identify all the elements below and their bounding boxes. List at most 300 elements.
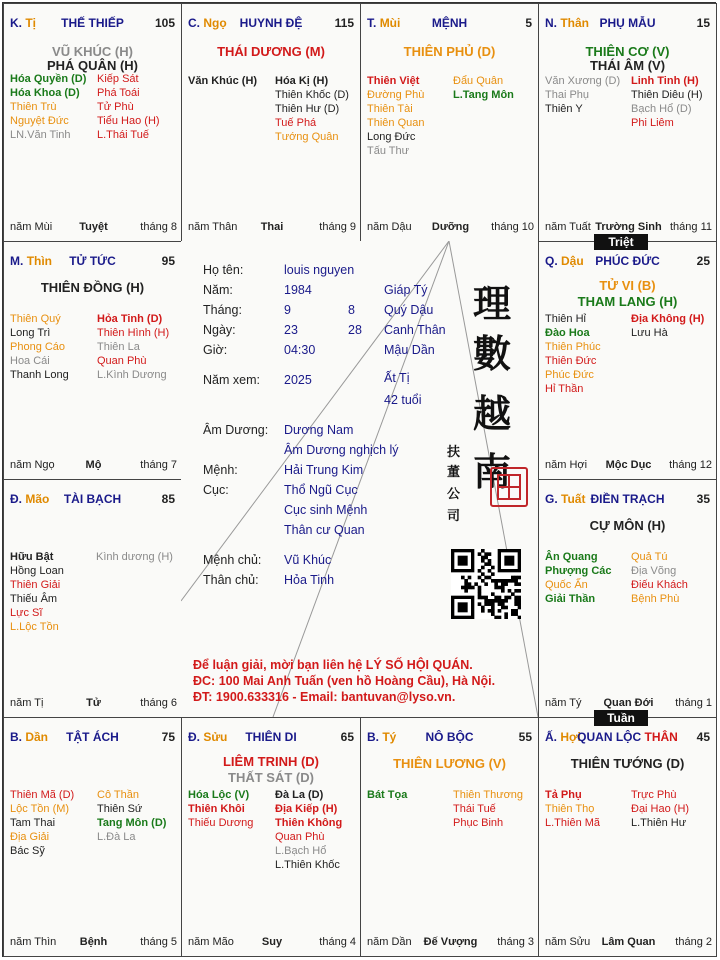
center-info-panel bbox=[181, 241, 538, 717]
palace-chi: Dần bbox=[25, 730, 49, 744]
palace-number: 75 bbox=[161, 730, 175, 744]
palace-header bbox=[10, 16, 175, 30]
palace-footer bbox=[367, 221, 534, 235]
minor-stars-left bbox=[545, 312, 601, 396]
minor-star: Phong Cáo bbox=[10, 341, 66, 353]
minor-star: Quả Tú bbox=[631, 551, 668, 563]
palace-name-text: PHÚC ĐỨC bbox=[595, 254, 660, 268]
palace-name bbox=[545, 730, 710, 744]
palace-footer bbox=[188, 221, 356, 235]
minor-star: LN.Văn Tinh bbox=[10, 129, 71, 141]
minor-star: Hữu Bật bbox=[10, 551, 54, 563]
amduong-label: Âm Dương: bbox=[203, 423, 269, 437]
palace-month: tháng 6 bbox=[140, 697, 177, 709]
palace-header bbox=[188, 730, 354, 744]
minor-star: Tả Phụ bbox=[545, 789, 582, 801]
minor-stars-left bbox=[188, 74, 257, 88]
minor-star: Quan Phù bbox=[275, 831, 325, 843]
minor-star: Tiểu Hao (H) bbox=[97, 115, 160, 127]
main-star: CỰ MÔN (H) bbox=[589, 518, 666, 533]
palace-name-text: HUYNH ĐỆ bbox=[239, 16, 303, 30]
main-star: THÁI ÂM (V) bbox=[589, 58, 666, 73]
minor-stars-right bbox=[453, 788, 523, 830]
palace-name-text: QUAN LỘC bbox=[577, 730, 642, 744]
palace-footer bbox=[10, 936, 177, 950]
main-star: THAM LANG (H) bbox=[577, 294, 678, 309]
palace-can: N. bbox=[545, 16, 557, 30]
main-star: THIÊN TƯỚNG (D) bbox=[570, 756, 685, 771]
cuc-label: Cục: bbox=[203, 483, 229, 497]
minor-star: Lộc Tồn (M) bbox=[10, 803, 70, 815]
minor-stars-left bbox=[545, 550, 612, 606]
palace-footer bbox=[545, 221, 712, 235]
palace-month: tháng 8 bbox=[140, 221, 177, 233]
minor-star: Giải Thần bbox=[545, 593, 596, 605]
palace-number: 25 bbox=[696, 254, 710, 268]
palace-name bbox=[10, 16, 175, 30]
palace-chi: Mão bbox=[25, 492, 50, 506]
palace-stage: Đế Vượng bbox=[423, 936, 478, 948]
palace-footer bbox=[10, 697, 177, 711]
main-star: THIÊN LƯƠNG (V) bbox=[393, 756, 506, 771]
minor-star: Thai Phụ bbox=[545, 89, 590, 101]
palace-can: B. bbox=[10, 730, 22, 744]
than-chu-value: Hỏa Tinh bbox=[284, 573, 335, 587]
minor-star: Đào Hoa bbox=[545, 327, 590, 339]
minor-star: L.Bạch Hổ bbox=[275, 845, 327, 857]
minor-star: Kiếp Sát bbox=[97, 73, 139, 85]
palace-month: tháng 2 bbox=[675, 936, 712, 948]
minor-star: Tang Môn (D) bbox=[97, 817, 167, 829]
minor-star: Bác Sỹ bbox=[10, 845, 45, 857]
palace-stage: Bệnh bbox=[79, 936, 108, 948]
palace-chi: Dậu bbox=[561, 254, 584, 268]
palace-number: 115 bbox=[334, 16, 354, 30]
minor-star: Phượng Các bbox=[545, 565, 612, 577]
minor-star: Hồng Loan bbox=[10, 565, 64, 577]
minor-stars-left bbox=[10, 788, 74, 858]
palace-name-text: ĐIỀN TRẠCH bbox=[590, 492, 665, 506]
minor-star: Thái Tuế bbox=[453, 803, 496, 815]
minor-stars-left bbox=[545, 788, 600, 830]
amduong-value: Dương Nam bbox=[284, 423, 354, 437]
palace-thin bbox=[3, 241, 182, 480]
palace-header bbox=[545, 492, 710, 506]
minor-star: L.Thiên Hư bbox=[631, 817, 687, 829]
palace-can: G. bbox=[545, 492, 558, 506]
minor-star: Đà La (D) bbox=[275, 789, 324, 801]
hour-value: 04:30 bbox=[284, 343, 316, 357]
palace-name bbox=[545, 254, 710, 268]
minor-star: Phục Binh bbox=[453, 817, 504, 829]
month-lunar: 8 bbox=[348, 303, 355, 317]
year-label: Năm: bbox=[203, 283, 233, 297]
cuc-value: Thổ Ngũ Cục bbox=[284, 483, 358, 497]
amduong-note: Âm Dương nghịch lý bbox=[284, 443, 399, 457]
minor-star: Thiên Khôi bbox=[188, 803, 245, 815]
calligraphy-char-4: 南 bbox=[473, 449, 512, 494]
palace-chi: Thìn bbox=[26, 254, 53, 268]
contact-phone-email[interactable]: ĐT: 1900.633316 - Email: bantuvan@lyso.vn. bbox=[193, 690, 456, 704]
main-star: THIÊN ĐỒNG (H) bbox=[40, 280, 145, 295]
minor-star: Thiên Quan bbox=[367, 117, 425, 129]
minor-star: L.Thiên Khốc bbox=[275, 859, 340, 871]
than-tag: THÂN bbox=[644, 730, 678, 744]
minor-stars-right bbox=[275, 788, 342, 872]
palace-footer bbox=[545, 459, 712, 473]
minor-star: Kình dương (H) bbox=[96, 551, 173, 563]
palace-name bbox=[10, 730, 175, 744]
minor-star: Thiên Hư (D) bbox=[275, 103, 340, 115]
minor-star: Thanh Long bbox=[10, 369, 69, 381]
palace-can: Ấ. bbox=[545, 730, 557, 744]
palace-header bbox=[545, 16, 710, 30]
month-canchi: Quý Dậu bbox=[384, 303, 434, 317]
minor-star: Thiên Đức bbox=[545, 355, 597, 367]
minor-star: Long Trì bbox=[10, 327, 51, 339]
palace-year: năm Hợi bbox=[545, 459, 588, 471]
minor-star: Thiên Giải bbox=[10, 579, 61, 591]
palace-stage: Quan Đới bbox=[603, 697, 654, 709]
minor-stars-left bbox=[367, 74, 424, 158]
view-year-canchi: Ất Tị bbox=[384, 371, 410, 385]
qr-code[interactable] bbox=[451, 549, 521, 619]
palace-footer bbox=[367, 936, 534, 950]
minor-star: Hoa Cái bbox=[10, 355, 50, 367]
palace-can: Đ. bbox=[188, 730, 200, 744]
minor-stars-right bbox=[453, 74, 514, 102]
contact-line-1: Để luận giải, mời bạn liên hệ LÝ SỐ HỘI QUÁN. bbox=[193, 658, 473, 672]
palace-tuat bbox=[538, 479, 717, 718]
minor-star: Linh Tinh (H) bbox=[631, 75, 699, 87]
minor-star: Trực Phù bbox=[631, 789, 677, 801]
palace-month: tháng 5 bbox=[140, 936, 177, 948]
palace-year: năm Tị bbox=[10, 697, 44, 709]
palace-year: năm Sửu bbox=[545, 936, 591, 948]
minor-stars-left bbox=[10, 72, 86, 142]
palace-chi: Mùi bbox=[379, 16, 401, 30]
palace-name bbox=[545, 492, 710, 506]
palace-stage: Mộ bbox=[85, 459, 102, 471]
palace-ty-water bbox=[360, 717, 539, 957]
palace-chi: Tị bbox=[25, 16, 37, 30]
minor-star: Thiên Việt bbox=[367, 75, 420, 87]
side-char-4: 司 bbox=[447, 509, 461, 524]
palace-footer bbox=[10, 221, 177, 235]
minor-star: Địa Giải bbox=[10, 831, 50, 843]
day-solar: 23 bbox=[284, 323, 298, 337]
palace-name bbox=[10, 254, 175, 268]
minor-star: L.Tang Môn bbox=[453, 89, 514, 101]
minor-star: Hỏa Tinh (D) bbox=[97, 313, 163, 325]
minor-star: Thiếu Dương bbox=[188, 817, 254, 829]
day-canchi: Canh Thân bbox=[384, 323, 446, 337]
minor-star: Thiên Thọ bbox=[545, 803, 595, 815]
palace-can: B. bbox=[367, 730, 379, 744]
palace-name-text: MỆNH bbox=[431, 16, 468, 30]
minor-star: Đại Hao (H) bbox=[631, 803, 690, 815]
palace-than bbox=[538, 3, 717, 242]
palace-stage: Trường Sinh bbox=[595, 221, 662, 233]
palace-year: năm Tý bbox=[545, 697, 582, 709]
palace-can: Đ. bbox=[10, 492, 22, 506]
minor-star: Văn Khúc (H) bbox=[188, 75, 258, 87]
palace-year: năm Ngọ bbox=[10, 459, 55, 471]
minor-star: Ân Quang bbox=[545, 551, 598, 563]
minor-star: Đường Phù bbox=[367, 89, 425, 101]
minor-star: Hóa Kị (H) bbox=[275, 75, 329, 87]
minor-star: Địa Võng bbox=[631, 565, 677, 577]
minor-stars-right bbox=[631, 788, 689, 830]
palace-header bbox=[10, 492, 175, 506]
palace-name-text: PHỤ MẪU bbox=[599, 16, 656, 30]
minor-stars-left bbox=[367, 788, 407, 802]
side-char-3: 公 bbox=[447, 487, 461, 502]
minor-star: Thiên Trù bbox=[10, 101, 57, 113]
side-char-2: 董 bbox=[447, 465, 461, 480]
palace-dan bbox=[3, 717, 182, 957]
minor-star: Thiên Hỉ bbox=[545, 313, 586, 325]
palace-can: C. bbox=[188, 16, 200, 30]
minor-stars-right bbox=[631, 550, 688, 606]
palace-footer bbox=[545, 697, 712, 711]
palace-header bbox=[10, 730, 175, 744]
minor-star: Hỉ Thần bbox=[545, 383, 584, 395]
minor-stars-right bbox=[275, 74, 349, 144]
palace-can: K. bbox=[10, 16, 22, 30]
palace-number: 35 bbox=[696, 492, 710, 506]
palace-number: 5 bbox=[525, 16, 532, 30]
main-star: THÁI DƯƠNG (M) bbox=[217, 44, 325, 59]
minor-star: L.Thiên Mã bbox=[545, 817, 601, 829]
palace-month: tháng 12 bbox=[669, 459, 712, 471]
menh-chu-label: Mệnh chủ: bbox=[203, 553, 262, 567]
minor-star: Thiên Thương bbox=[453, 789, 524, 801]
palace-header bbox=[367, 16, 532, 30]
minor-stars-right bbox=[97, 72, 160, 142]
palace-ty bbox=[3, 3, 182, 242]
minor-star: L.Lộc Tồn bbox=[10, 621, 59, 633]
palace-name bbox=[10, 492, 175, 506]
minor-star: Hóa Lộc (V) bbox=[188, 789, 250, 801]
palace-month: tháng 4 bbox=[319, 936, 356, 948]
palace-footer bbox=[545, 936, 712, 950]
palace-suu bbox=[181, 717, 361, 957]
palace-stage: Thai bbox=[260, 221, 284, 233]
minor-star: Nguyệt Đức bbox=[10, 115, 69, 127]
minor-star: Long Đức bbox=[367, 131, 416, 143]
minor-star: Thiên Không bbox=[275, 817, 343, 829]
minor-star: Bệnh Phù bbox=[631, 593, 680, 605]
palace-chi: Sửu bbox=[203, 730, 228, 744]
palace-year: năm Mão bbox=[188, 936, 234, 948]
main-star: LIÊM TRINH (D) bbox=[222, 754, 320, 769]
minor-star: L.Thái Tuế bbox=[97, 129, 149, 141]
palace-year: năm Dần bbox=[367, 936, 412, 948]
palace-can: Q. bbox=[545, 254, 558, 268]
minor-star: Thiên La bbox=[97, 341, 140, 353]
minor-star: Lực Sĩ bbox=[10, 607, 43, 619]
minor-stars-right bbox=[631, 312, 704, 340]
palace-chi: Hợi bbox=[560, 730, 581, 744]
palace-header bbox=[188, 16, 354, 30]
main-star: TỬ VI (B) bbox=[599, 278, 656, 293]
menh-chu-value: Vũ Khúc bbox=[284, 553, 332, 567]
palace-chi: Ngọ bbox=[203, 16, 227, 30]
palace-can: T. bbox=[367, 16, 377, 30]
calligraphy-char-3: 越 bbox=[473, 391, 512, 436]
minor-star: Thiên Hình (H) bbox=[97, 327, 170, 339]
minor-star: L.Kình Dương bbox=[97, 369, 167, 381]
palace-month: tháng 3 bbox=[497, 936, 534, 948]
minor-stars-right bbox=[97, 788, 166, 844]
palace-stage: Dưỡng bbox=[431, 221, 470, 233]
minor-star: Thiên Phúc bbox=[545, 341, 601, 353]
palace-number: 55 bbox=[518, 730, 532, 744]
palace-name bbox=[545, 16, 710, 30]
palace-year: năm Thìn bbox=[10, 936, 57, 948]
calligraphy-char-1: 理 bbox=[473, 281, 512, 326]
palace-can: M. bbox=[10, 254, 24, 268]
minor-star: Bát Tọa bbox=[367, 789, 408, 801]
minor-star: Tử Phù bbox=[97, 101, 134, 113]
minor-star: Phúc Đức bbox=[545, 369, 594, 381]
minor-star: Cô Thần bbox=[97, 789, 139, 801]
triet-marker: Triệt bbox=[594, 234, 648, 250]
palace-month: tháng 9 bbox=[319, 221, 356, 233]
minor-stars-right bbox=[97, 312, 169, 382]
palace-name-text: TÀI BẠCH bbox=[63, 492, 122, 506]
minor-star: Bạch Hổ (D) bbox=[631, 103, 692, 115]
palace-header bbox=[545, 254, 710, 268]
tuan-marker: Tuần bbox=[594, 710, 648, 726]
main-star: THIÊN PHỦ (D) bbox=[403, 44, 496, 59]
hour-label: Giờ: bbox=[203, 343, 228, 357]
palace-chi: Thân bbox=[560, 16, 590, 30]
palace-header bbox=[367, 730, 532, 744]
minor-star: Hóa Khoa (D) bbox=[10, 87, 80, 99]
name-label: Họ tên: bbox=[203, 263, 244, 277]
minor-star: Quan Phù bbox=[97, 355, 147, 367]
palace-footer bbox=[188, 936, 356, 950]
side-char-1: 扶 bbox=[447, 445, 461, 460]
palace-month: tháng 7 bbox=[140, 459, 177, 471]
palace-number: 65 bbox=[340, 730, 354, 744]
main-star: VŨ KHÚC (H) bbox=[52, 44, 133, 59]
palace-number: 85 bbox=[161, 492, 175, 506]
minor-star: Địa Không (H) bbox=[631, 313, 705, 325]
day-label: Ngày: bbox=[203, 323, 236, 337]
age-value: 42 tuổi bbox=[384, 393, 422, 407]
main-star: THIÊN CƠ (V) bbox=[585, 44, 670, 59]
name-value: louis nguyen bbox=[284, 263, 355, 277]
palace-month: tháng 1 bbox=[675, 697, 712, 709]
palace-month: tháng 11 bbox=[669, 221, 712, 233]
palace-name bbox=[188, 730, 354, 744]
palace-stage: Tử bbox=[86, 697, 101, 709]
palace-name-text: NÔ BỘC bbox=[425, 730, 474, 744]
minor-star: Thiên Quý bbox=[10, 313, 61, 325]
menh-label: Mệnh: bbox=[203, 463, 238, 477]
red-seal-stamp bbox=[490, 467, 528, 507]
year-canchi: Giáp Tý bbox=[384, 283, 428, 297]
minor-star: Tam Thai bbox=[10, 817, 56, 829]
minor-stars-left bbox=[545, 74, 620, 116]
minor-star: Thiếu Âm bbox=[10, 593, 58, 605]
palace-name bbox=[367, 16, 532, 30]
minor-star: Địa Kiếp (H) bbox=[275, 803, 338, 815]
minor-star: Tấu Thư bbox=[367, 145, 410, 157]
palace-name bbox=[188, 16, 354, 30]
minor-star: Thiên Tài bbox=[367, 103, 413, 115]
minor-stars-left bbox=[10, 312, 69, 382]
palace-year: năm Tuất bbox=[545, 221, 591, 233]
palace-header bbox=[10, 254, 175, 268]
minor-star: L.Đà La bbox=[97, 831, 136, 843]
palace-stage: Suy bbox=[261, 936, 283, 948]
palace-dau bbox=[538, 241, 717, 480]
palace-year: năm Mùi bbox=[10, 221, 53, 233]
minor-star: Tuế Phá bbox=[275, 117, 317, 129]
main-star: PHÁ QUÂN (H) bbox=[47, 58, 138, 73]
palace-name-text: TẬT ÁCH bbox=[66, 730, 119, 744]
view-year-value: 2025 bbox=[284, 373, 312, 387]
minor-star: Quốc Ấn bbox=[545, 579, 588, 591]
minor-star: Hóa Quyền (D) bbox=[10, 73, 87, 85]
minor-star: Phi Liêm bbox=[631, 117, 674, 129]
minor-stars-left bbox=[10, 550, 64, 634]
palace-stage: Mộc Dục bbox=[605, 459, 652, 471]
palace-name-text: THẾ THIẾP bbox=[61, 16, 124, 30]
than-chu-label: Thân chủ: bbox=[203, 573, 259, 587]
menh-value: Hải Trung Kim bbox=[284, 463, 364, 477]
minor-star: Văn Xương (D) bbox=[545, 75, 621, 87]
palace-chi: Tuất bbox=[561, 492, 586, 506]
palace-number: 15 bbox=[696, 16, 710, 30]
minor-star: Thiên Sứ bbox=[97, 803, 143, 815]
palace-header bbox=[545, 730, 710, 744]
minor-star: Thiên Diêu (H) bbox=[631, 89, 703, 101]
palace-name bbox=[367, 730, 532, 744]
palace-ngo bbox=[181, 3, 361, 242]
minor-star: Phá Toái bbox=[97, 87, 140, 99]
calligraphy-char-2: 數 bbox=[473, 331, 512, 376]
palace-number: 105 bbox=[154, 16, 175, 30]
palace-chi: Tý bbox=[382, 730, 397, 744]
month-solar: 9 bbox=[284, 303, 291, 317]
palace-name-text: TỬ TỨC bbox=[69, 254, 116, 268]
minor-star: Đẩu Quân bbox=[453, 75, 504, 87]
palace-hoi bbox=[538, 717, 717, 957]
minor-star: Thiên Khốc (D) bbox=[275, 89, 349, 101]
minor-star: Lưu Hà bbox=[631, 327, 668, 339]
day-lunar: 28 bbox=[348, 323, 362, 337]
palace-year: năm Thân bbox=[188, 221, 238, 233]
cuc-note-1: Cục sinh Mệnh bbox=[284, 503, 368, 517]
cuc-note-2: Thân cư Quan bbox=[284, 523, 365, 537]
minor-stars-left bbox=[188, 788, 253, 830]
palace-month: tháng 10 bbox=[491, 221, 534, 233]
palace-number: 95 bbox=[161, 254, 175, 268]
main-star: THẤT SÁT (D) bbox=[228, 770, 314, 785]
view-year-label: Năm xem: bbox=[203, 373, 260, 387]
palace-stage: Tuyệt bbox=[79, 221, 108, 233]
minor-stars-right bbox=[96, 550, 173, 564]
palace-mao bbox=[3, 479, 182, 718]
palace-name-text: THIÊN DI bbox=[245, 730, 297, 744]
contact-address: ĐC: 100 Mai Anh Tuấn (ven hồ Hoàng Cầu), Hà Nội. bbox=[193, 674, 496, 688]
palace-number: 45 bbox=[696, 730, 710, 744]
